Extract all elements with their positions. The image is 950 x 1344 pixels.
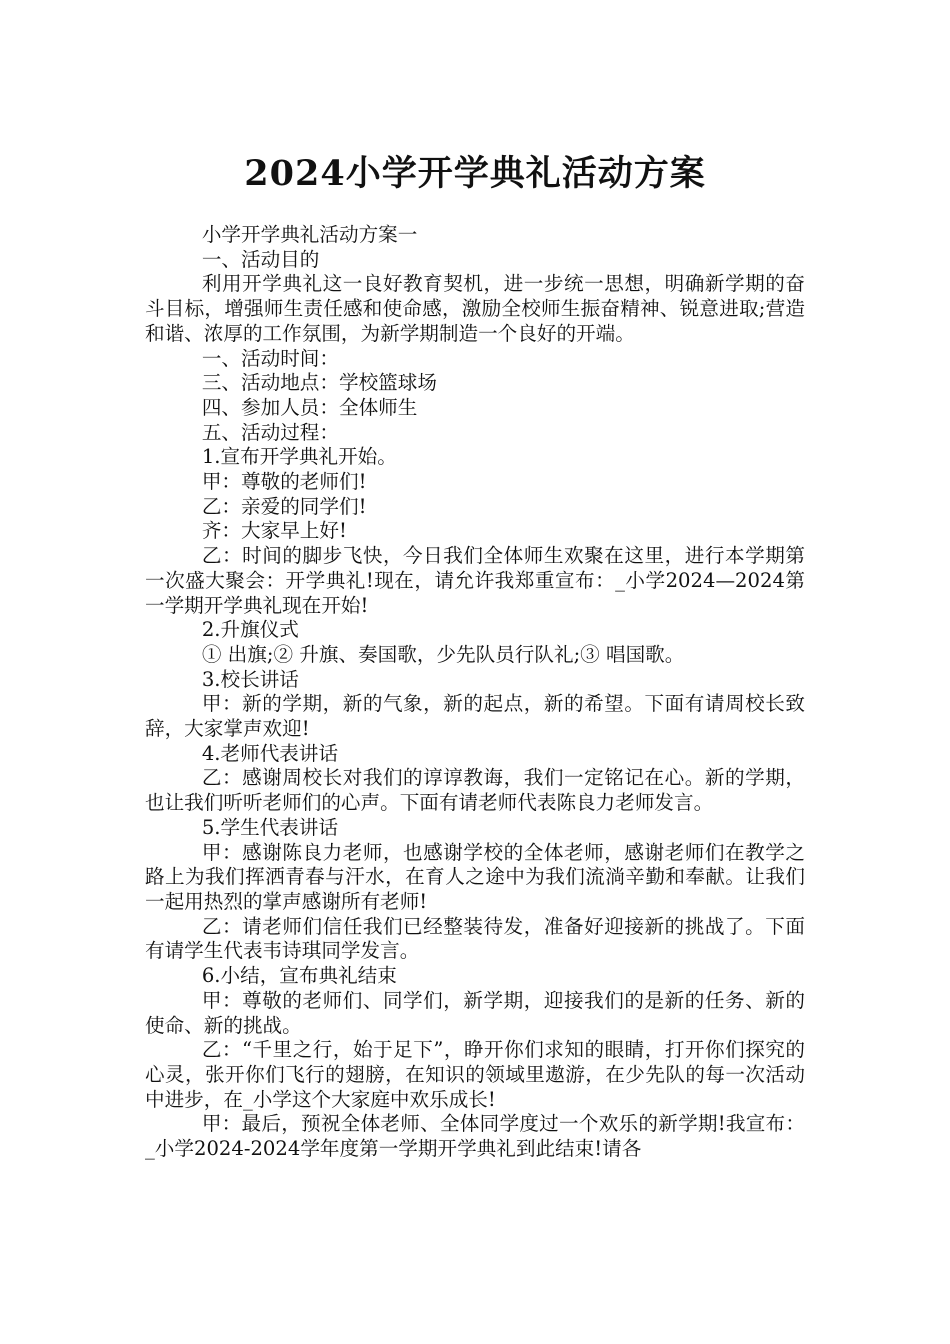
paragraph: 乙：请老师们信任我们已经整装待发，准备好迎接新的挑战了。下面有请学生代表韦诗琪同学发言。 — [145, 914, 805, 963]
paragraph: 2.升旗仪式 — [201, 618, 299, 642]
document-body — [145, 223, 805, 1162]
paragraph: 1.宣布开学典礼开始。 — [201, 445, 397, 469]
paragraph: 乙：“千里之行，始于足下”，睁开你们求知的眼睛，打开你们探究的心灵，张开你们飞行的翅膀，在知识的领域里遨游，在少先队的每一次活动中进步，在_小学这个大家庭中欢乐成长! — [145, 1038, 805, 1111]
paragraph: 甲：尊敬的老师们! — [201, 470, 367, 494]
paragraph: 一、活动目的 — [201, 247, 320, 271]
paragraph: 五、活动过程： — [201, 420, 339, 444]
paragraph: 甲：最后，预祝全体老师、全体同学度过一个欢乐的新学期!我宣布：_小学2024-2024学年度第一学期开学典礼到此结束!请各 — [145, 1112, 805, 1161]
paragraph: 乙：亲爱的同学们! — [201, 494, 367, 518]
paragraph: 四、参加人员：全体师生 — [201, 395, 418, 419]
paragraph: 乙：感谢周校长对我们的谆谆教诲，我们一定铭记在心。新的学期，也让我们听听老师们的心声。下面有请老师代表陈良力老师发言。 — [145, 766, 805, 815]
paragraph: 乙：时间的脚步飞快，今日我们全体师生欢聚在这里，进行本学期第一次盛大聚会：开学典礼!现在，请允许我郑重宣布：_小学2024—2024第一学期开学典礼现在开始! — [145, 544, 805, 617]
paragraph: 4.老师代表讲话 — [201, 741, 339, 765]
paragraph: 甲：新的学期，新的气象，新的起点，新的希望。下面有请周校长致辞，大家掌声欢迎! — [145, 692, 805, 741]
paragraph: 利用开学典礼这一良好教育契机，进一步统一思想，明确新学期的奋斗目标，增强师生责任感和使命感，激励全校师生振奋精神、锐意进取;营造和谐、浓厚的工作氛围，为新学期制造一个良好的开端。 — [145, 272, 805, 345]
paragraph: 一、活动时间： — [201, 346, 339, 370]
paragraph: 三、活动地点：学校篮球场 — [201, 371, 437, 395]
paragraph: 5.学生代表讲话 — [201, 815, 339, 839]
paragraph: 6.小结，宣布典礼结束 — [201, 964, 397, 988]
paragraph: 小学开学典礼活动方案一 — [201, 223, 418, 246]
paragraph: 甲：尊敬的老师们、同学们，新学期，迎接我们的是新的任务、新的使命、新的挑战。 — [145, 988, 805, 1037]
document-title: 2024小学开学典礼活动方案 — [244, 153, 706, 195]
paragraph: 3.校长讲话 — [201, 667, 299, 691]
paragraph: ① 出旗;② 升旗、奏国歌，少先队员行队礼;③ 唱国歌。 — [201, 642, 685, 666]
paragraph: 甲：感谢陈良力老师，也感谢学校的全体老师，感谢老师们在教学之路上为我们挥洒青春与汗水，在育人之途中为我们流淌辛勤和奉献。让我们一起用热烈的掌声感谢所有老师! — [145, 840, 805, 913]
paragraph: 齐：大家早上好! — [201, 519, 347, 543]
